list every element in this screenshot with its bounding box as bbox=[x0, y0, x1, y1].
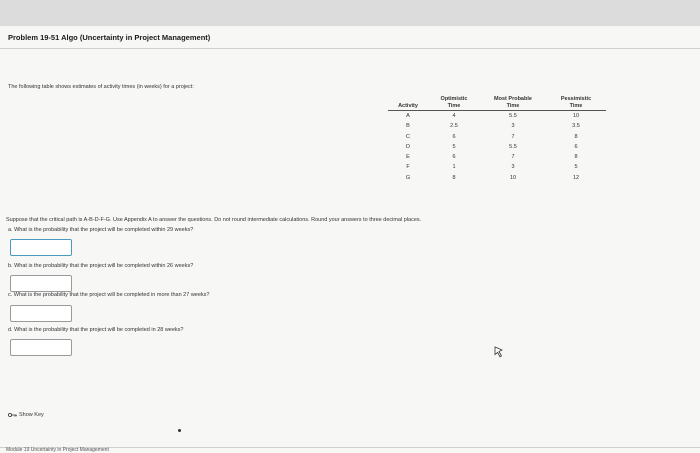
page-title: Problem 19-51 Algo (Uncertainty in Project Management) bbox=[8, 33, 211, 42]
intro-text: The following table shows estimates of activity times (in weeks) for a project: bbox=[8, 84, 194, 90]
cell-most-probable: 10 bbox=[509, 174, 517, 181]
header-most-probable-line1: Most Probable bbox=[494, 96, 532, 102]
table-row bbox=[388, 111, 606, 122]
question-b-label: b. What is the probability that the project will be completed within 26 weeks? bbox=[8, 263, 194, 269]
cell-optimistic: 1 bbox=[452, 164, 456, 171]
cell-activity: B bbox=[406, 123, 410, 130]
table-row bbox=[388, 132, 606, 142]
cell-most-probable: 7 bbox=[511, 133, 515, 140]
cell-optimistic: 6 bbox=[452, 133, 456, 140]
show-key-label: Show Key bbox=[19, 412, 44, 418]
answer-a-input[interactable] bbox=[10, 239, 72, 256]
browser-top-strip bbox=[0, 0, 700, 26]
cell-activity: E bbox=[406, 154, 410, 161]
header-pessimistic-line2: Time bbox=[569, 103, 583, 109]
answer-b-input[interactable] bbox=[10, 275, 72, 292]
stray-dot bbox=[178, 429, 181, 432]
cell-pessimistic: 6 bbox=[574, 143, 578, 150]
cell-activity: A bbox=[406, 113, 410, 119]
cell-optimistic: 6 bbox=[452, 154, 456, 161]
cell-pessimistic: 10 bbox=[572, 113, 580, 119]
header-activity: Activity bbox=[388, 96, 428, 111]
cell-pessimistic: 3.5 bbox=[572, 123, 580, 130]
cell-most-probable: 3 bbox=[511, 123, 515, 130]
mouse-cursor-icon bbox=[494, 346, 504, 358]
table-row bbox=[388, 162, 606, 172]
footer-module-title: Module 19 Uncertainty in Project Management bbox=[6, 447, 109, 453]
question-c-label: c. What is the probability that the project will be completed in more than 27 weeks? bbox=[8, 292, 210, 298]
question-a-label: a. What is the probability that the project will be completed within 29 weeks? bbox=[8, 227, 194, 233]
cell-activity: D bbox=[406, 143, 410, 150]
problem-page bbox=[0, 26, 700, 453]
cell-most-probable: 3 bbox=[511, 164, 515, 171]
cell-activity: F bbox=[406, 164, 410, 171]
answer-c-input[interactable] bbox=[10, 305, 72, 322]
cell-optimistic: 2.5 bbox=[450, 123, 458, 130]
show-key-link[interactable] bbox=[8, 412, 44, 418]
title-divider bbox=[0, 48, 700, 49]
header-optimistic-line2: Time bbox=[447, 103, 461, 109]
cell-pessimistic: 8 bbox=[574, 154, 578, 161]
header-optimistic-line1: Optimistic bbox=[440, 96, 468, 102]
cell-most-probable: 5.5 bbox=[509, 143, 517, 150]
table-row bbox=[388, 173, 606, 183]
answer-d-input[interactable] bbox=[10, 339, 72, 356]
header-pessimistic bbox=[546, 96, 606, 111]
cell-optimistic: 5 bbox=[452, 143, 456, 150]
cell-most-probable: 7 bbox=[511, 154, 515, 161]
cell-pessimistic: 12 bbox=[572, 174, 580, 181]
cell-activity: G bbox=[405, 174, 411, 181]
cell-optimistic: 4 bbox=[452, 113, 456, 119]
table-row bbox=[388, 152, 606, 162]
header-optimistic bbox=[428, 96, 480, 111]
cell-optimistic: 8 bbox=[452, 174, 456, 181]
cell-most-probable: 5.5 bbox=[509, 113, 517, 119]
question-d-label: d. What is the probability that the project will be completed in 28 weeks? bbox=[8, 327, 184, 333]
header-pessimistic-line1: Pessimistic bbox=[560, 96, 592, 102]
header-most-probable bbox=[480, 96, 546, 111]
activity-table bbox=[388, 96, 606, 183]
key-icon bbox=[8, 412, 17, 418]
header-most-probable-line2: Time bbox=[506, 103, 520, 109]
table-row bbox=[388, 121, 606, 131]
table-header-row bbox=[388, 96, 606, 111]
cell-activity: C bbox=[406, 133, 410, 140]
table-row bbox=[388, 142, 606, 152]
cell-pessimistic: 8 bbox=[574, 133, 578, 140]
instructions-text: Suppose that the critical path is A-B-D-F-G. Use Appendix A to answer the questions. Do not round intermediate calculations. Round your answers to three decimal places. bbox=[6, 217, 422, 223]
cell-pessimistic: 5 bbox=[574, 164, 578, 171]
